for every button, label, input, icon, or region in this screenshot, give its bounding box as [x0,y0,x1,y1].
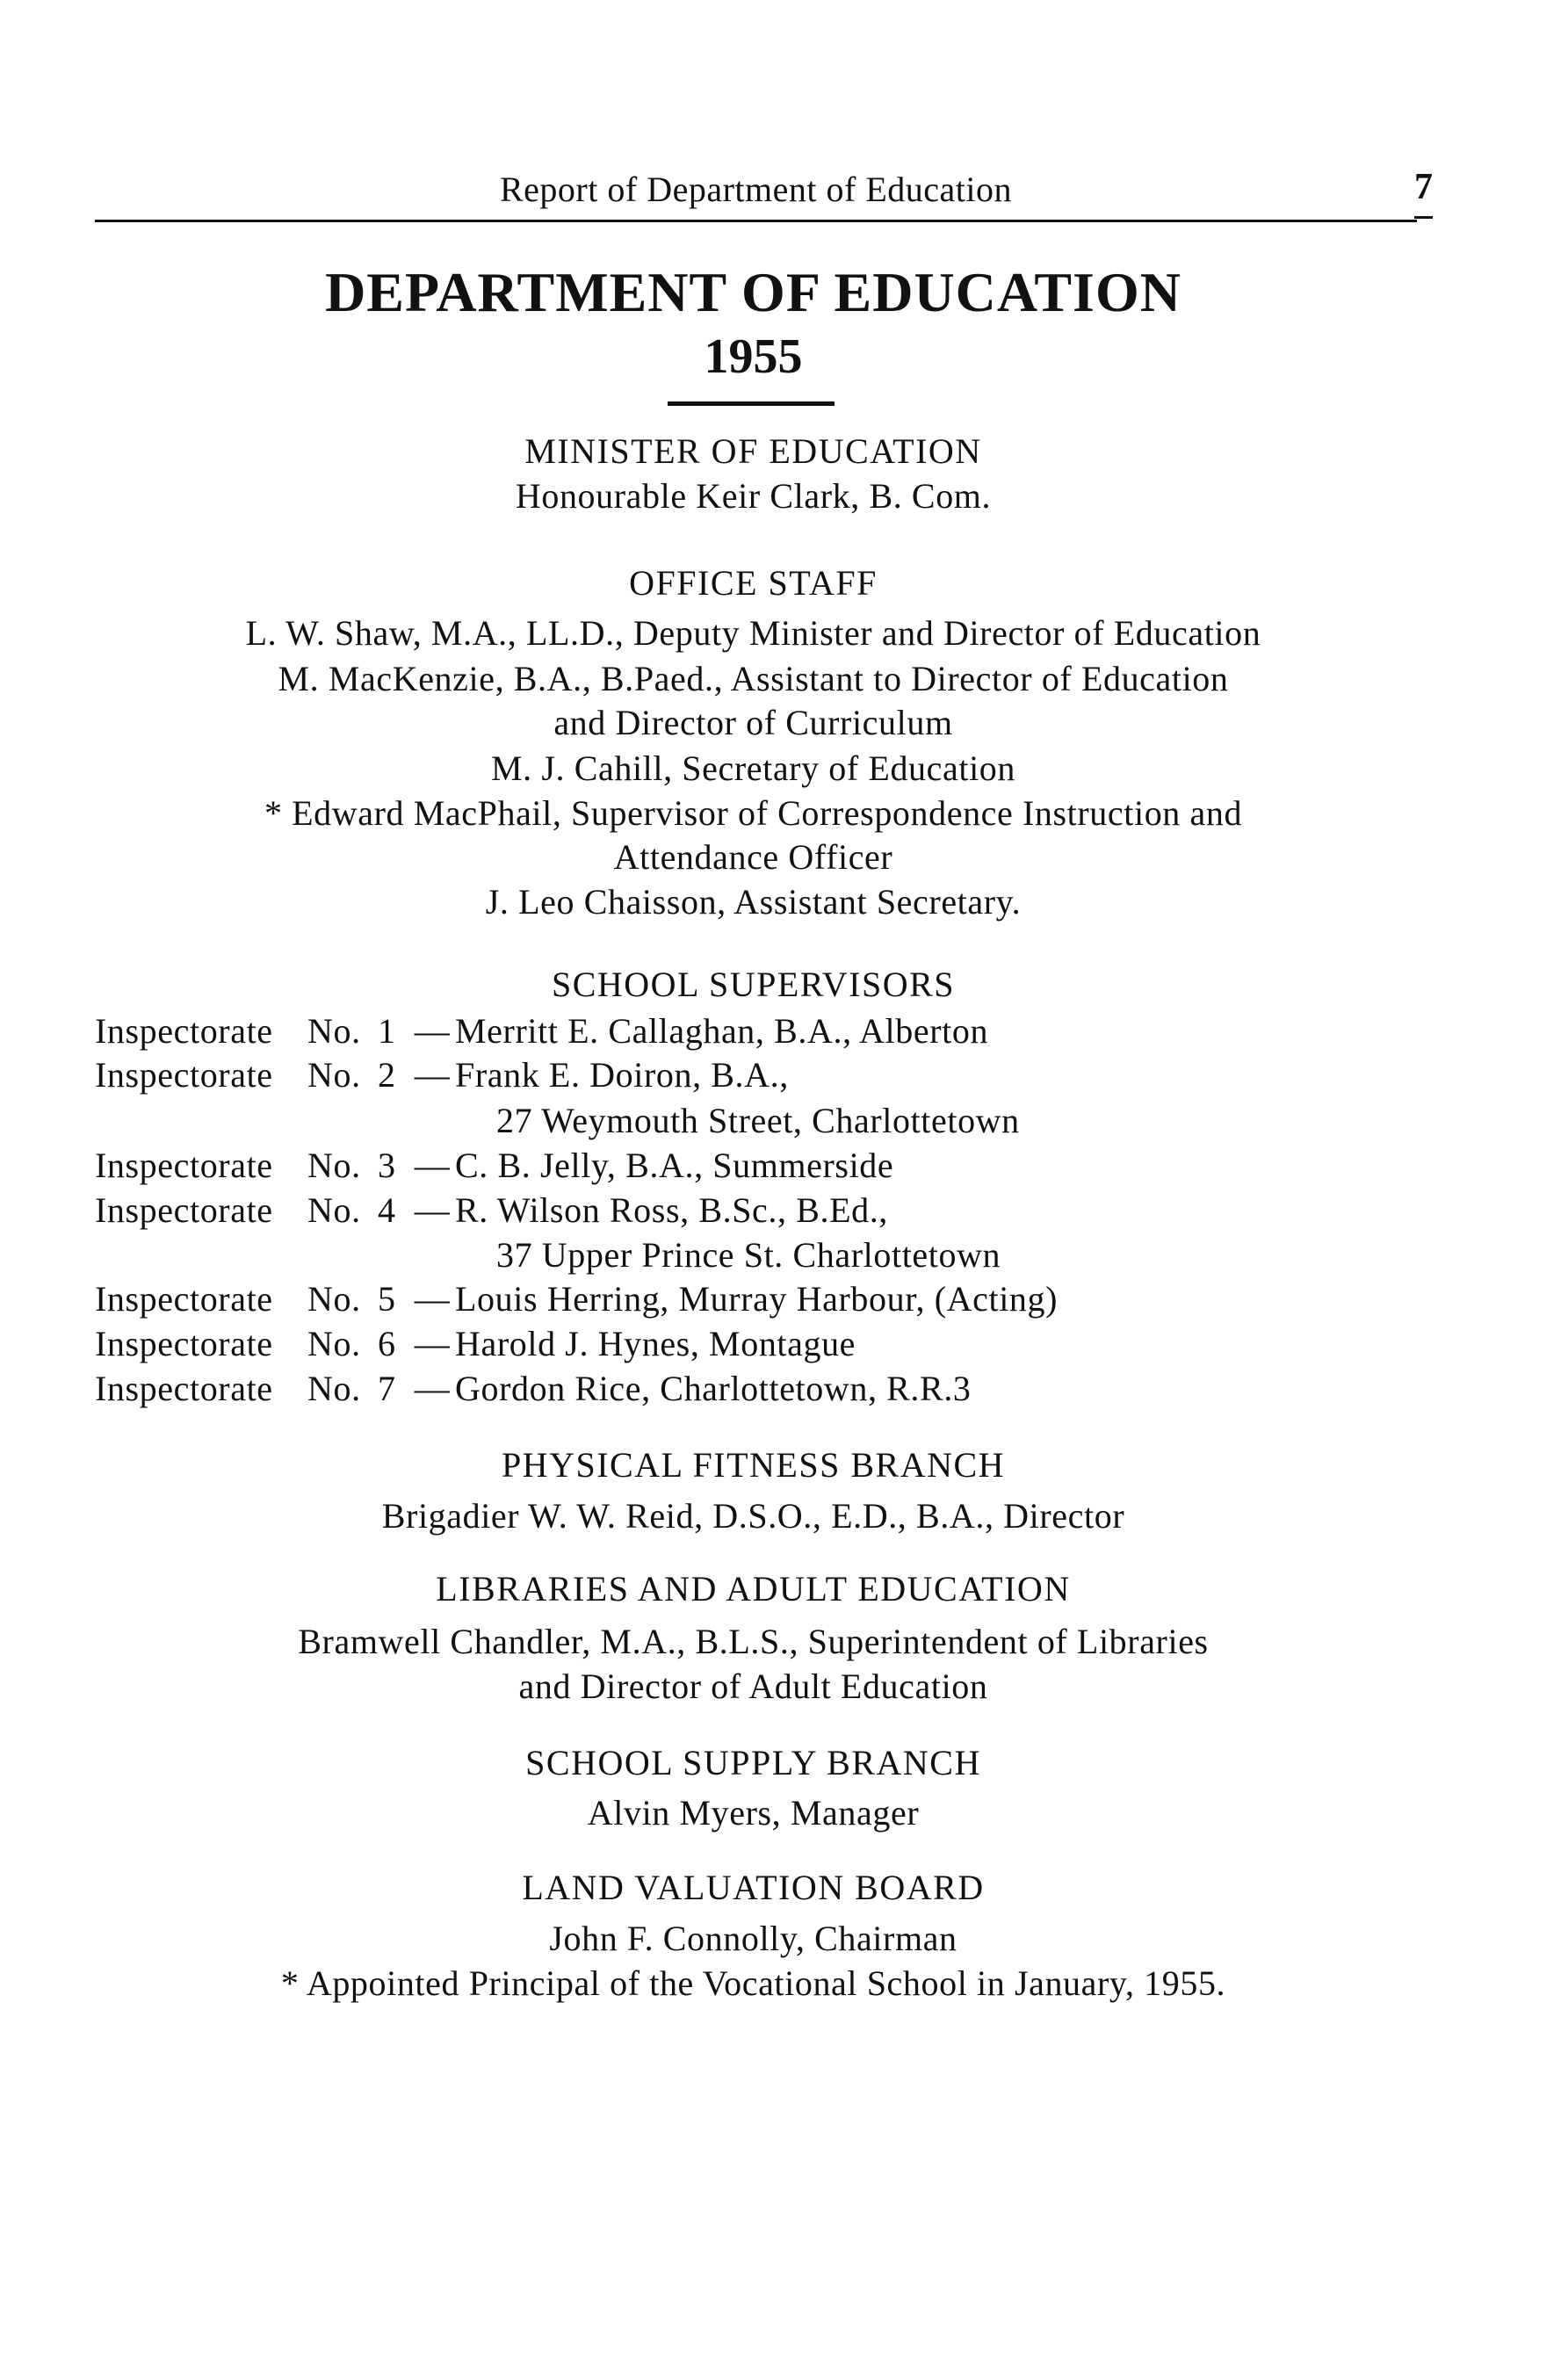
libraries-heading: LIBRARIES AND ADULT EDUCATION [436,1569,1071,1609]
inspectorate-name: R. Wilson Ross, B.Sc., B.Ed., [455,1190,888,1230]
inspectorate-number: 7 [378,1369,396,1408]
physical-fitness-director: Brigadier W. W. Reid, D.S.O., E.D., B.A., Director [381,1496,1125,1536]
inspectorate-no: No. [307,1146,361,1185]
inspectorate-dash: — [414,1055,451,1095]
inspectorate-number: 6 [378,1324,396,1363]
minister-heading: MINISTER OF EDUCATION [524,431,982,471]
inspectorate-name: Harold J. Hynes, Montague [455,1324,856,1363]
page-year: 1955 [704,329,803,384]
land-valuation-heading: LAND VALUATION BOARD [522,1868,985,1907]
inspectorate-label: Inspectorate [95,1369,273,1408]
inspectorate-no: No. [307,1055,361,1095]
inspectorate-row [95,1278,1058,1320]
inspectorate-number: 2 [378,1055,396,1095]
inspectorate-name: C. B. Jelly, B.A., Summerside [455,1146,894,1185]
inspectorate-row [95,1189,888,1232]
inspectorate-label: Inspectorate [95,1011,273,1051]
libraries-line: and Director of Adult Education [518,1666,988,1706]
office-staff-line: * Edward MacPhail, Supervisor of Correspondence Instruction and [264,793,1243,833]
inspectorate-label: Inspectorate [95,1190,273,1230]
physical-fitness-heading: PHYSICAL FITNESS BRANCH [501,1445,1006,1485]
inspectorate-name: Louis Herring, Murray Harbour, (Acting) [455,1279,1059,1319]
inspectorate-address: 27 Weymouth Street, Charlottetown [496,1101,1020,1140]
inspectorate-dash: — [414,1190,451,1230]
inspectorate-name: Merritt E. Callaghan, B.A., Alberton [455,1011,989,1051]
inspectorate-dash: — [414,1324,451,1363]
inspectorate-row [95,1323,856,1365]
inspectorate-dash: — [414,1369,451,1408]
inspectorate-no: No. [307,1369,361,1408]
inspectorate-no: No. [307,1324,361,1363]
inspectorate-row [95,1145,893,1187]
page-number: 7 [1414,167,1433,219]
inspectorate-label: Inspectorate [95,1146,273,1185]
inspectorate-number: 4 [378,1190,396,1230]
office-staff-line: M. J. Cahill, Secretary of Education [490,748,1015,788]
inspectorate-no: No. [307,1279,361,1319]
office-staff-heading: OFFICE STAFF [629,563,878,603]
inspectorate-number: 5 [378,1279,396,1319]
inspectorate-address: 37 Upper Prince St. Charlottetown [496,1235,1001,1275]
inspectorate-name: Gordon Rice, Charlottetown, R.R.3 [455,1369,972,1408]
office-staff-line: and Director of Curriculum [553,703,953,742]
office-staff-line: Attendance Officer [613,837,893,877]
libraries-line: Bramwell Chandler, M.A., B.L.S., Superintendent of Libraries [298,1622,1209,1661]
running-title: Report of Department of Education [500,170,1012,209]
school-supervisors-heading: SCHOOL SUPERVISORS [551,965,956,1004]
inspectorate-dash: — [414,1011,451,1051]
inspectorate-dash: — [414,1279,451,1319]
school-supply-heading: SCHOOL SUPPLY BRANCH [525,1743,981,1782]
title-rule [668,401,835,406]
inspectorate-no: No. [307,1011,361,1051]
inspectorate-row [95,1368,972,1410]
inspectorate-row [95,1054,789,1096]
running-header [95,167,1433,222]
school-supply-manager: Alvin Myers, Manager [587,1793,920,1833]
inspectorate-no: No. [307,1190,361,1230]
office-staff-line: J. Leo Chaisson, Assistant Secretary. [485,882,1022,922]
inspectorate-label: Inspectorate [95,1279,273,1319]
page-title: DEPARTMENT OF EDUCATION [325,261,1181,323]
minister-name: Honourable Keir Clark, B. Com. [515,476,992,516]
office-staff-line: M. MacKenzie, B.A., B.Paed., Assistant to Director of Education [278,659,1229,698]
inspectorate-number: 1 [378,1011,396,1051]
footnote: * Appointed Principal of the Vocational School in January, 1955. [280,1963,1226,2003]
inspectorate-label: Inspectorate [95,1324,273,1363]
inspectorate-number: 3 [378,1146,396,1185]
office-staff-line: L. W. Shaw, M.A., LL.D., Deputy Minister and Director of Education [245,613,1261,653]
inspectorate-row [95,1010,988,1052]
inspectorate-dash: — [414,1146,451,1185]
land-valuation-chairman: John F. Connolly, Chairman [549,1919,957,1958]
inspectorate-label: Inspectorate [95,1055,273,1095]
inspectorate-name: Frank E. Doiron, B.A., [455,1055,789,1095]
